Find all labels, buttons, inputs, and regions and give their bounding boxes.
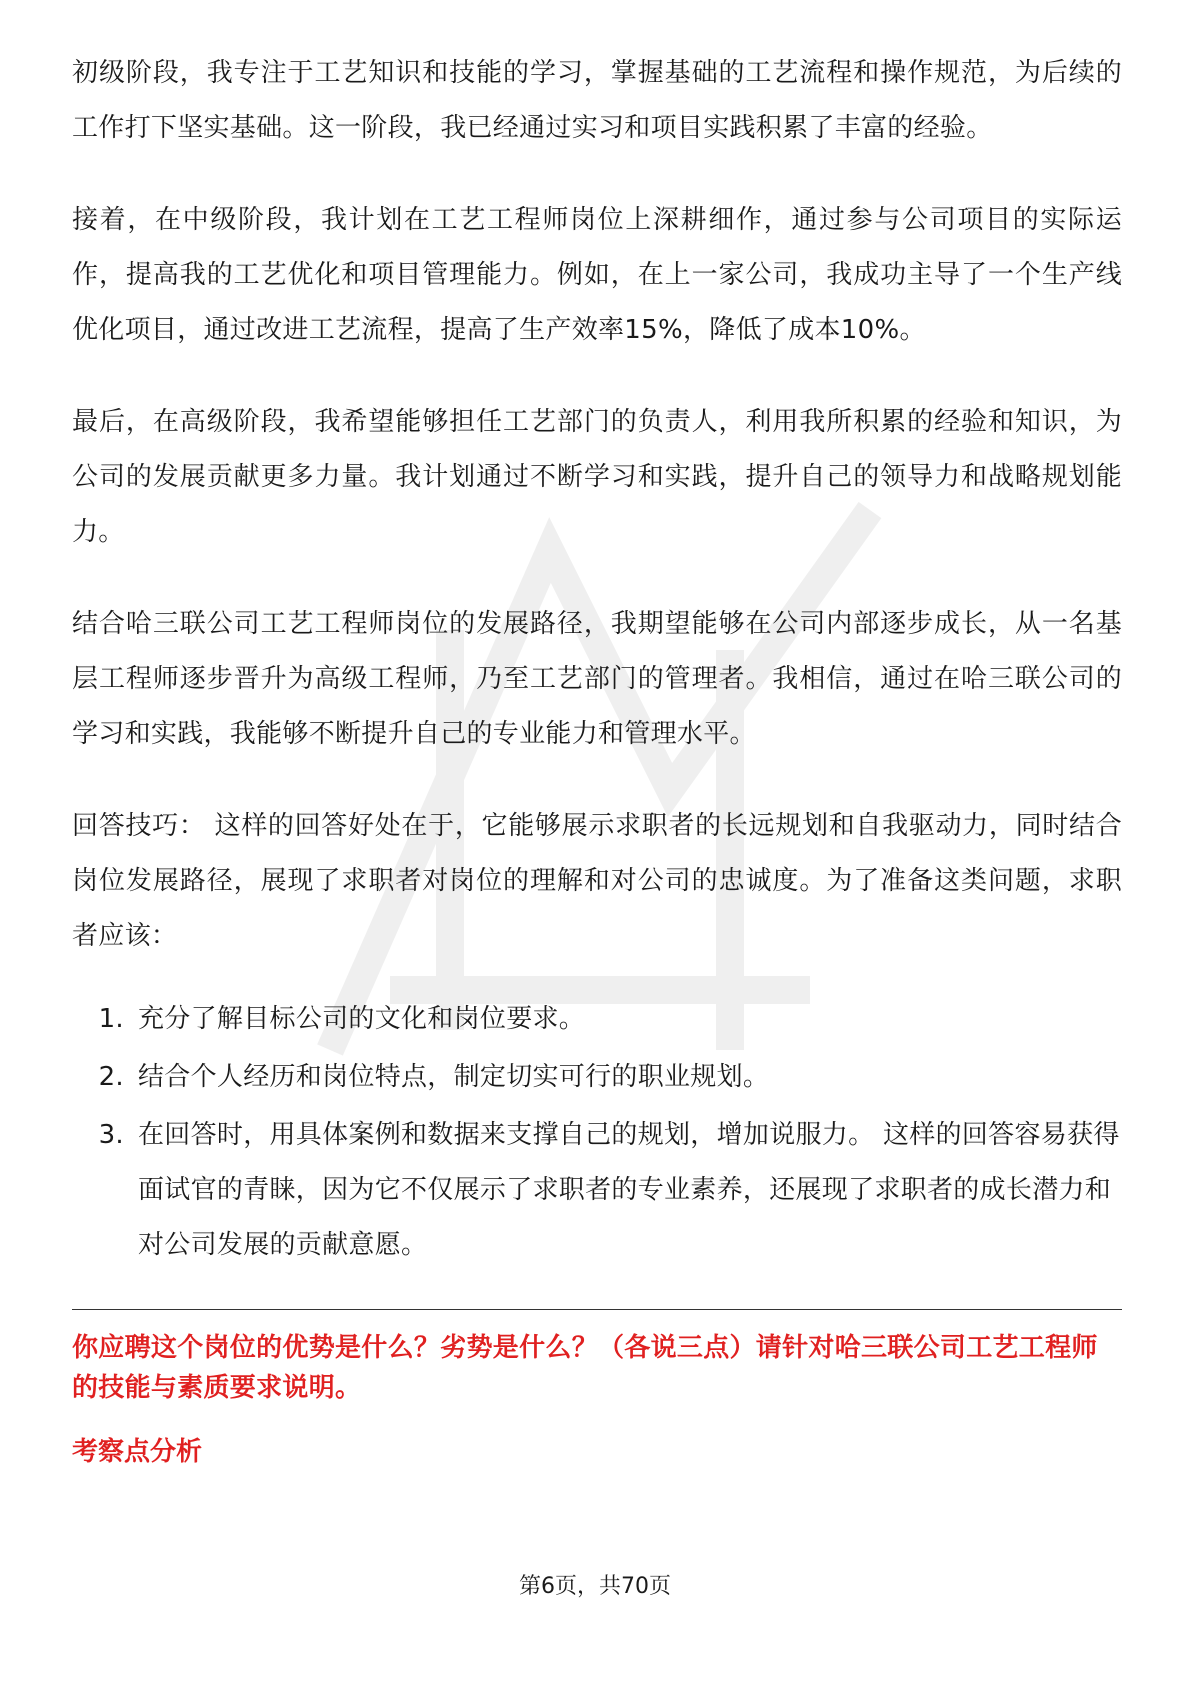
tips-list <box>72 992 1122 1273</box>
list-item-text: 在回答时，用具体案例和数据来支撑自己的规划，增加说服力。 这样的回答容易获得面试官的青睐，因为它不仅展示了求职者的专业素养，还展现了求职者的成长潜力和对公司发展的贡献意愿。 <box>138 1120 1120 1260</box>
list-item <box>72 992 1122 1047</box>
paragraph-senior-stage: 最后，在高级阶段，我希望能够担任工艺部门的负责人，利用我所积累的经验和知识，为公司的发展贡献更多力量。我计划通过不断学习和实践，提升自己的领导力和战略规划能力。 <box>72 407 1122 547</box>
list-item-number: 1. <box>98 1004 124 1034</box>
paragraph-career-path: 结合哈三联公司工艺工程师岗位的发展路径，我期望能够在公司内部逐步成长，从一名基层工程师逐步晋升为高级工程师，乃至工艺部门的管理者。我相信，通过在哈三联公司的学习和实践，我能够不断提升自己的专业能力和管理水平。 <box>72 609 1122 749</box>
paragraph-junior-stage: 初级阶段，我专注于工艺知识和技能的学习，掌握基础的工艺流程和操作规范，为后续的工作打下坚实基础。这一阶段，我已经通过实习和项目实践积累了丰富的经验。 <box>72 58 1122 143</box>
paragraph-mid-stage: 接着，在中级阶段，我计划在工艺工程师岗位上深耕细作，通过参与公司项目的实际运作，提高我的工艺优化和项目管理能力。例如，在上一家公司，我成功主导了一个生产线优化项目，通过改进工艺流程，提高了生产效率15%，降低了成本10%。 <box>72 205 1122 345</box>
interview-question: 你应聘这个岗位的优势是什么？劣势是什么？（各说三点）请针对哈三联公司工艺工程师的技能与素质要求说明。 <box>72 1333 1098 1403</box>
list-item-number: 3. <box>98 1120 124 1150</box>
document-body <box>72 46 1122 1472</box>
paragraph-answer-tips: 回答技巧： 这样的回答好处在于，它能够展示求职者的长远规划和自我驱动力，同时结合岗位发展路径，展现了求职者对岗位的理解和对公司的忠诚度。为了准备这类问题，求职者应该： <box>72 811 1122 951</box>
list-item <box>72 1108 1122 1273</box>
list-item <box>72 1050 1122 1105</box>
list-item-number: 2. <box>98 1062 124 1092</box>
list-item-text: 结合个人经历和岗位特点，制定切实可行的职业规划。 <box>138 1062 770 1092</box>
section-label-analysis: 考察点分析 <box>72 1437 203 1467</box>
section-divider <box>72 1309 1122 1310</box>
list-item-text: 充分了解目标公司的文化和岗位要求。 <box>138 1004 586 1034</box>
page-footer: 第6页，共70页 <box>519 1574 671 1599</box>
